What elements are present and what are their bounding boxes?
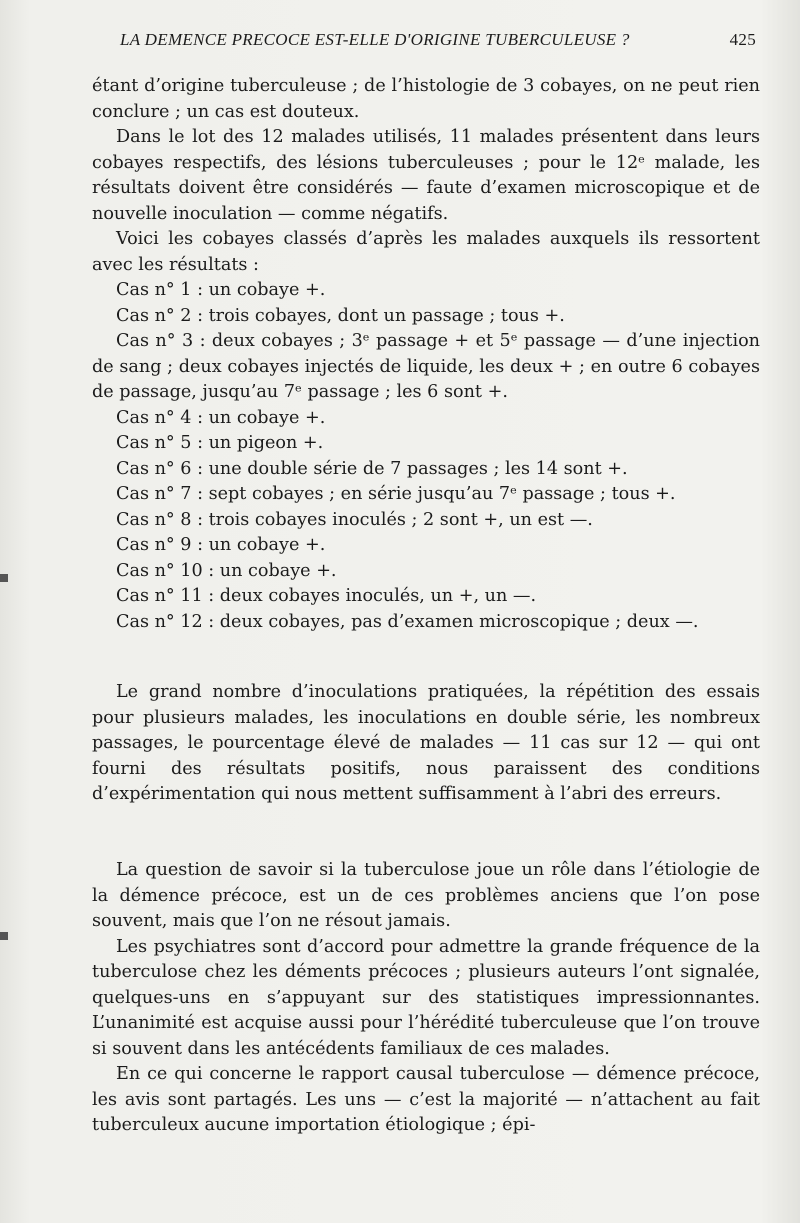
case-line: Cas n° 11 : deux cobayes inoculés, un +, un —. (116, 586, 537, 606)
case-line: Cas n° 12 : deux cobayes, pas d’examen microscopique ; deux —. (116, 611, 699, 632)
text-block-conditions (92, 680, 760, 808)
case-line: Cas n° 6 : une double série de 7 passages ; les 14 sont +. (116, 458, 628, 479)
paragraph: étant d’origine tuberculeuse ; de l’histologie de 3 cobayes, on ne peut rien conclure ; un cas est douteux. (92, 76, 760, 122)
text-block-results (92, 74, 760, 635)
case-line: Cas n° 3 : deux cobayes ; 3ᵉ passage + et 5ᵉ passage — d’une injection de sang ; deux cobayes injectés de liquide, les deux + ; en outre 6 cobayes de passage, jusqu’au 7ᵉ passage ; les 6 sont +. (92, 331, 760, 402)
paragraph: La question de savoir si la tuberculose joue un rôle dans l’étiologie de la démence précoce, est un de ces problèmes anciens que l’on pose souvent, mais que l’on ne résout jamais. (92, 860, 760, 931)
text-block-discussion (92, 858, 760, 1139)
case-line: Cas n° 2 : trois cobayes, dont un passage ; tous +. (116, 305, 565, 326)
paragraph: Les psychiatres sont d’accord pour admettre la grande fréquence de la tuberculose chez les déments précoces ; plusieurs auteurs l’ont signalée, quelques-uns en s’appuyant sur des statistiques impressionnantes. L’unanimité est acquise aussi pour l’hérédité tuberculeuse que l’on trouve si souvent dans les antécédents familiaux de ces malades. (92, 936, 760, 1059)
case-line: Cas n° 8 : trois cobayes inoculés ; 2 sont +, un est —. (116, 509, 593, 530)
case-line: Cas n° 4 : un cobaye +. (116, 407, 326, 428)
case-line: Cas n° 1 : un cobaye +. (116, 280, 326, 300)
case-line: Cas n° 10 : un cobaye +. (116, 560, 337, 581)
binding-mark (0, 932, 8, 940)
header-title: LA DEMENCE PRECOCE EST-ELLE D'ORIGINE TUBERCULEUSE ? (120, 30, 630, 49)
case-line: Cas n° 7 : sept cobayes ; en série jusqu’au 7ᵉ passage ; tous +. (116, 484, 676, 504)
page-number: 425 (729, 30, 756, 49)
paragraph: En ce qui concerne le rapport causal tuberculose — démence précoce, les avis sont partagés. Les uns — c’est la majorité — n’attachent au fait tuberculeux aucune importation étiologique ; épi- (92, 1064, 760, 1135)
paragraph: Voici les cobayes classés d’après les malades auxquels ils ressortent avec les résultats : (92, 229, 760, 275)
paragraph: Dans le lot des 12 malades utilisés, 11 malades présentent dans leurs cobayes respectifs, des lésions tuberculeuses ; pour le 12ᵉ malade, les résultats doivent être considérés — faute d’examen microscopique et de nouvelle inoculation — comme négatifs. (92, 127, 760, 224)
binding-mark (0, 574, 8, 582)
case-line: Cas n° 5 : un pigeon +. (116, 433, 324, 453)
paragraph: Le grand nombre d’inoculations pratiquées, la répétition des essais pour plusieurs malades, les inoculations en double série, les nombreux passages, le pourcentage élevé de malades — 11 cas sur 12 — qui ont fourni des résultats positifs, nous paraissent des conditions d’expérimentation qui nous mettent suffisamment à l’abri des erreurs. (92, 682, 760, 804)
case-line: Cas n° 9 : un cobaye +. (116, 535, 326, 555)
